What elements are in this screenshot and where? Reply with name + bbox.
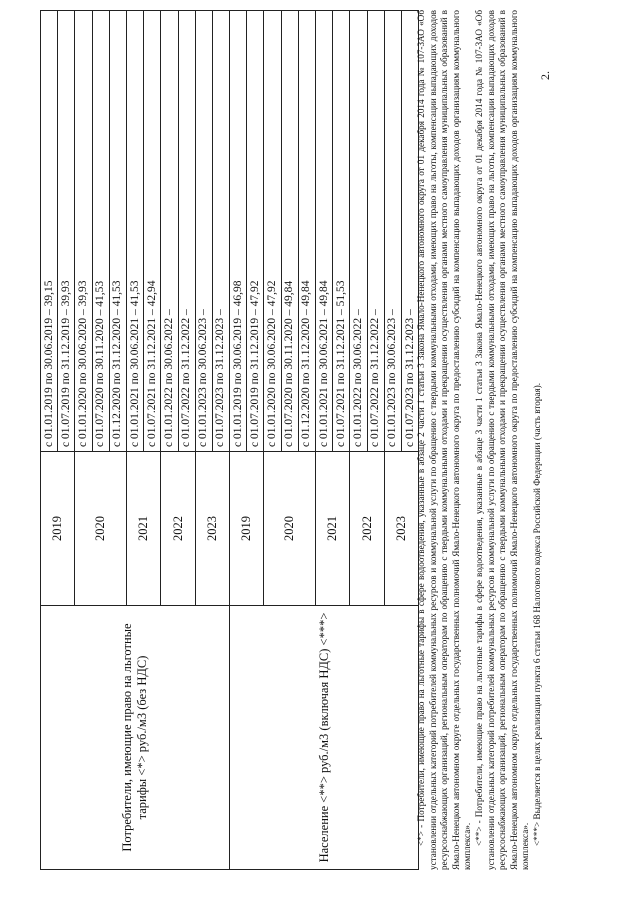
page-number: 2.: [538, 71, 552, 80]
tariff-period-cell: с 01.01.2023 по 30.06.2023 –: [195, 11, 212, 452]
tariff-period-cell: с 01.01.2022 по 30.06.2022 –: [350, 11, 367, 452]
tariff-period-cell: с 01.07.2022 по 31.12.2022 –: [178, 11, 195, 452]
tariff-period-cell: с 01.07.2022 по 31.12.2022 –: [367, 11, 384, 452]
tariff-period-cell: с 01.07.2020 по 30.11.2020 – 41,53: [92, 11, 109, 452]
tariff-period-cell: с 01.01.2021 по 30.06.2021 – 49,84: [316, 11, 333, 452]
rotated-content: [40, 10, 575, 870]
footnote-2: <**> - Потребители, имеющие право на льготные тарифы в сфере водоотведения, указанные в абзаце 3 части 1 статьи 3 Закона Ямало-Ненецкого автономного округа от 01 декабря 2014 года № 107-ЗАО «Об установлении отдельных категорий потребителей коммунальных ресурсов и коммунальной услуги по обращению с твердыми коммунальными отходами, имеющих право на льготы, компенсации выпадающих доходов ресурсоснабжающих организаций, региональным операторам по обращению с твердыми коммунальными отходами и прекращении осуществления органами местного самоуправления муниципальных образований в Ямало-Ненецком автономном округе отдельных государственных полномочий Ямало-Ненецкого автономного округа по предоставлению субсидий на компенсацию выпадающих доходов организациям коммунального комплекса».: [473, 10, 531, 870]
footnotes: [416, 10, 544, 870]
consumer-group-cell: Население <**> руб./м3 (включая НДС) <***>: [230, 606, 419, 870]
tariff-period-cell: с 01.07.2019 по 31.12.2019 – 47,92: [247, 11, 264, 452]
tariff-period-cell: с 01.07.2023 по 31.12.2023 –: [401, 11, 418, 452]
year-cell: 2023: [384, 452, 418, 606]
tariff-period-cell: с 01.07.2021 по 31.12.2021 – 51,53: [333, 11, 350, 452]
tariff-period-cell: с 01.01.2021 по 30.06.2021 – 41,53: [126, 11, 143, 452]
table-row: [41, 11, 58, 870]
tariff-period-cell: с 01.07.2021 по 31.12.2021 – 42,94: [144, 11, 161, 452]
tariff-period-cell: с 01.01.2023 по 30.06.2023 –: [384, 11, 401, 452]
tariff-period-cell: с 01.07.2019 по 31.12.2019 – 39,93: [58, 11, 75, 452]
footnote-3: <***> Выделяется в целях реализации пункта 6 статьи 168 Налогового кодекса Российской Федерации (часть вторая).: [531, 382, 542, 846]
year-cell: 2020: [75, 452, 127, 606]
tariff-period-cell: с 01.12.2020 по 31.12.2020 – 41,53: [109, 11, 126, 452]
year-cell: 2022: [161, 452, 195, 606]
tariff-table: [40, 10, 419, 870]
year-cell: 2022: [350, 452, 384, 606]
year-cell: 2021: [316, 452, 350, 606]
tariff-table-body: [41, 11, 419, 870]
tariff-period-cell: с 01.01.2020 по 30.06.2020 – 47,92: [264, 11, 281, 452]
tariff-period-cell: с 01.07.2023 по 31.12.2023 –: [212, 11, 229, 452]
consumer-group-cell: Потребители, имеющие право на льготные тарифы <*> руб./м3 (без НДС): [41, 606, 230, 870]
year-cell: 2019: [230, 452, 264, 606]
tariff-period-cell: с 01.01.2022 по 30.06.2022 –: [161, 11, 178, 452]
tariff-period-cell: с 01.01.2019 по 30.06.2019 – 39,15: [41, 11, 58, 452]
year-cell: 2019: [41, 452, 75, 606]
tariff-period-cell: с 01.01.2020 по 30.06.2020 – 39,93: [75, 11, 92, 452]
year-cell: 2020: [264, 452, 316, 606]
footnote-1: <*> - Потребители, имеющие право на льготные тарифы в сфере водоотведения, указанные в абзаце 2 части 1 статьи 3 Закона Ямало-Ненецкого автономного округа от 01 декабря 2014 года № 107-ЗАО «Об установлении отдельных категорий потребителей коммунальных ресурсов и коммунальной услуги по обращению с твердыми коммунальными отходами, имеющих право на льготы, компенсации выпадающих доходов ресурсоснабжающих организаций, региональным операторам по обращению с твердыми коммунальными отходами и прекращении осуществления органами местного самоуправления муниципальных образований в Ямало-Ненецком автономном округе отдельных государственных полномочий Ямало-Ненецкого автономного округа по предоставлению субсидий на компенсацию выпадающих доходов организациям коммунального комплекса».: [416, 10, 473, 870]
table-row: [230, 11, 247, 870]
year-cell: 2021: [126, 452, 160, 606]
tariff-period-cell: с 01.01.2019 по 30.06.2019 – 46,98: [230, 11, 247, 452]
year-cell: 2023: [195, 452, 229, 606]
tariff-period-cell: с 01.07.2020 по 30.11.2020 – 49,84: [281, 11, 298, 452]
tariff-period-cell: с 01.12.2020 по 31.12.2020 – 49,84: [298, 11, 315, 452]
